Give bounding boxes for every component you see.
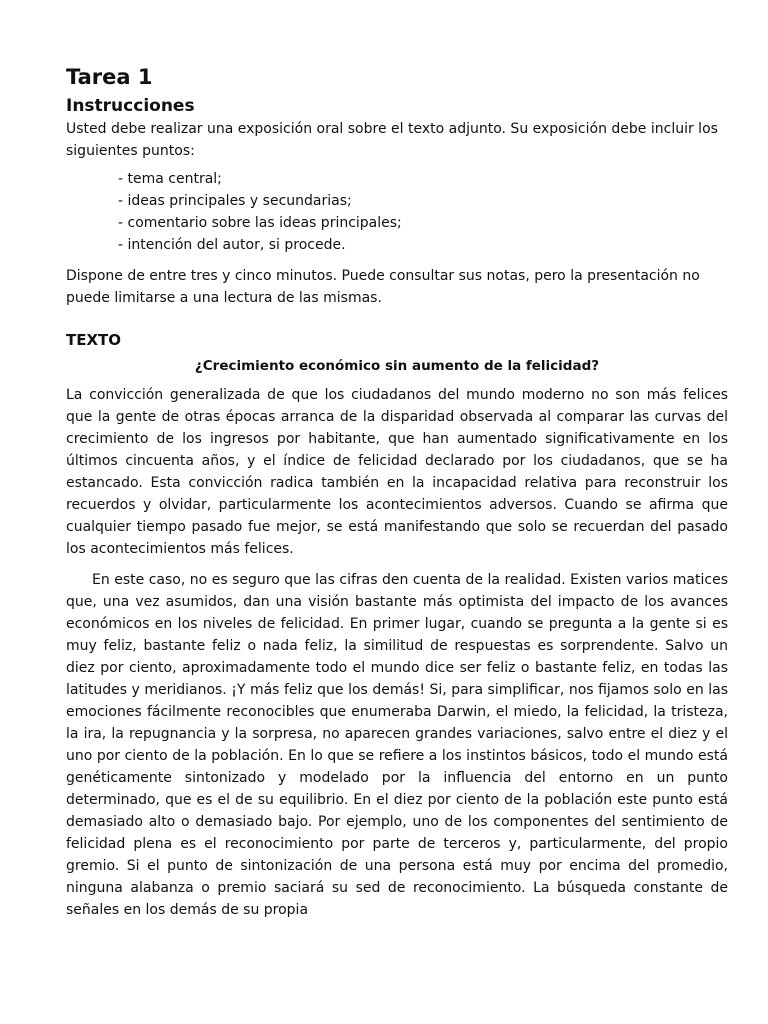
list-item: - ideas principales y secundarias;: [118, 193, 352, 209]
article-paragraph-1: La convicción generalizada de que los ciudadanos del mundo moderno no son más felices que la gente de otras épocas arranca de la disparidad observada al comparar las curvas del crecimiento de los ingresos por habitante, que han aumentado significativamente en los últimos cincuenta años, y el índice de felicidad declarado por los ciudadanos, que se ha estancado. Esta convicción radica también en la incapacidad relativa para reconstruir los recuerdos y olvidar, particularmente los acontecimientos adversos. Cuando se afirma que cualquier tiempo pasado fue mejor, se está manifestando que solo se recuerdan del pasado los acontecimientos más felices.: [66, 387, 728, 557]
instructions-points-list: [118, 168, 728, 256]
article-paragraph-2: En este caso, no es seguro que las cifras den cuenta de la realidad. Existen varios matices que, una vez asumidos, dan una visión bastante más optimista del impacto de los avances económicos en los niveles de felicidad. En primer lugar, cuando se pregunta a la gente si es muy feliz, bastante feliz o nada feliz, la similitud de respuestas es sorprendente. Salvo un diez por ciento, aproximadamente todo el mundo dice ser feliz o bastante feliz, en todas las latitudes y meridianos. ¡Y más feliz que los demás! Si, para simplificar, nos fijamos solo en las emociones fácilmente reconocibles que enumeraba Darwin, el miedo, la felicidad, la tristeza, la ira, la repugnancia y la sorpresa, no aparecen grandes variaciones, salvo entre el diez y el uno por ciento de la población. En lo que se refiere a los instintos básicos, todo el mundo está genéticamente sintonizado y modelado por la influencia del entorno en un punto determinado, que es el de su equilibrio. En el diez por ciento de la población este punto está demasiado alto o demasiado bajo. Por ejemplo, uno de los componentes del sentimiento de felicidad plena es el reconocimiento por parte de terceros y, particularmente, del propio gremio. Si el punto de sintonización de una persona está muy por encima del promedio, ninguna alabanza o premio saciará su sed de reconocimiento. La búsqueda constante de señales en los demás de su propia: [66, 572, 728, 918]
list-item: - intención del autor, si procede.: [118, 237, 346, 253]
instructions-heading: Instrucciones: [66, 96, 195, 116]
text-section-heading: TEXTO: [66, 331, 122, 349]
article-title: ¿Crecimiento económico sin aumento de la felicidad?: [194, 358, 600, 374]
list-item: - tema central;: [118, 171, 222, 187]
task-title: Tarea 1: [66, 65, 153, 89]
list-item: - comentario sobre las ideas principales;: [118, 215, 402, 231]
instructions-note: Dispone de entre tres y cinco minutos. Puede consultar sus notas, pero la presentación no puede limitarse a una lectura de las mismas.: [66, 268, 700, 306]
instructions-intro: Usted debe realizar una exposición oral sobre el texto adjunto. Su exposición debe incluir los siguientes puntos:: [66, 121, 718, 159]
